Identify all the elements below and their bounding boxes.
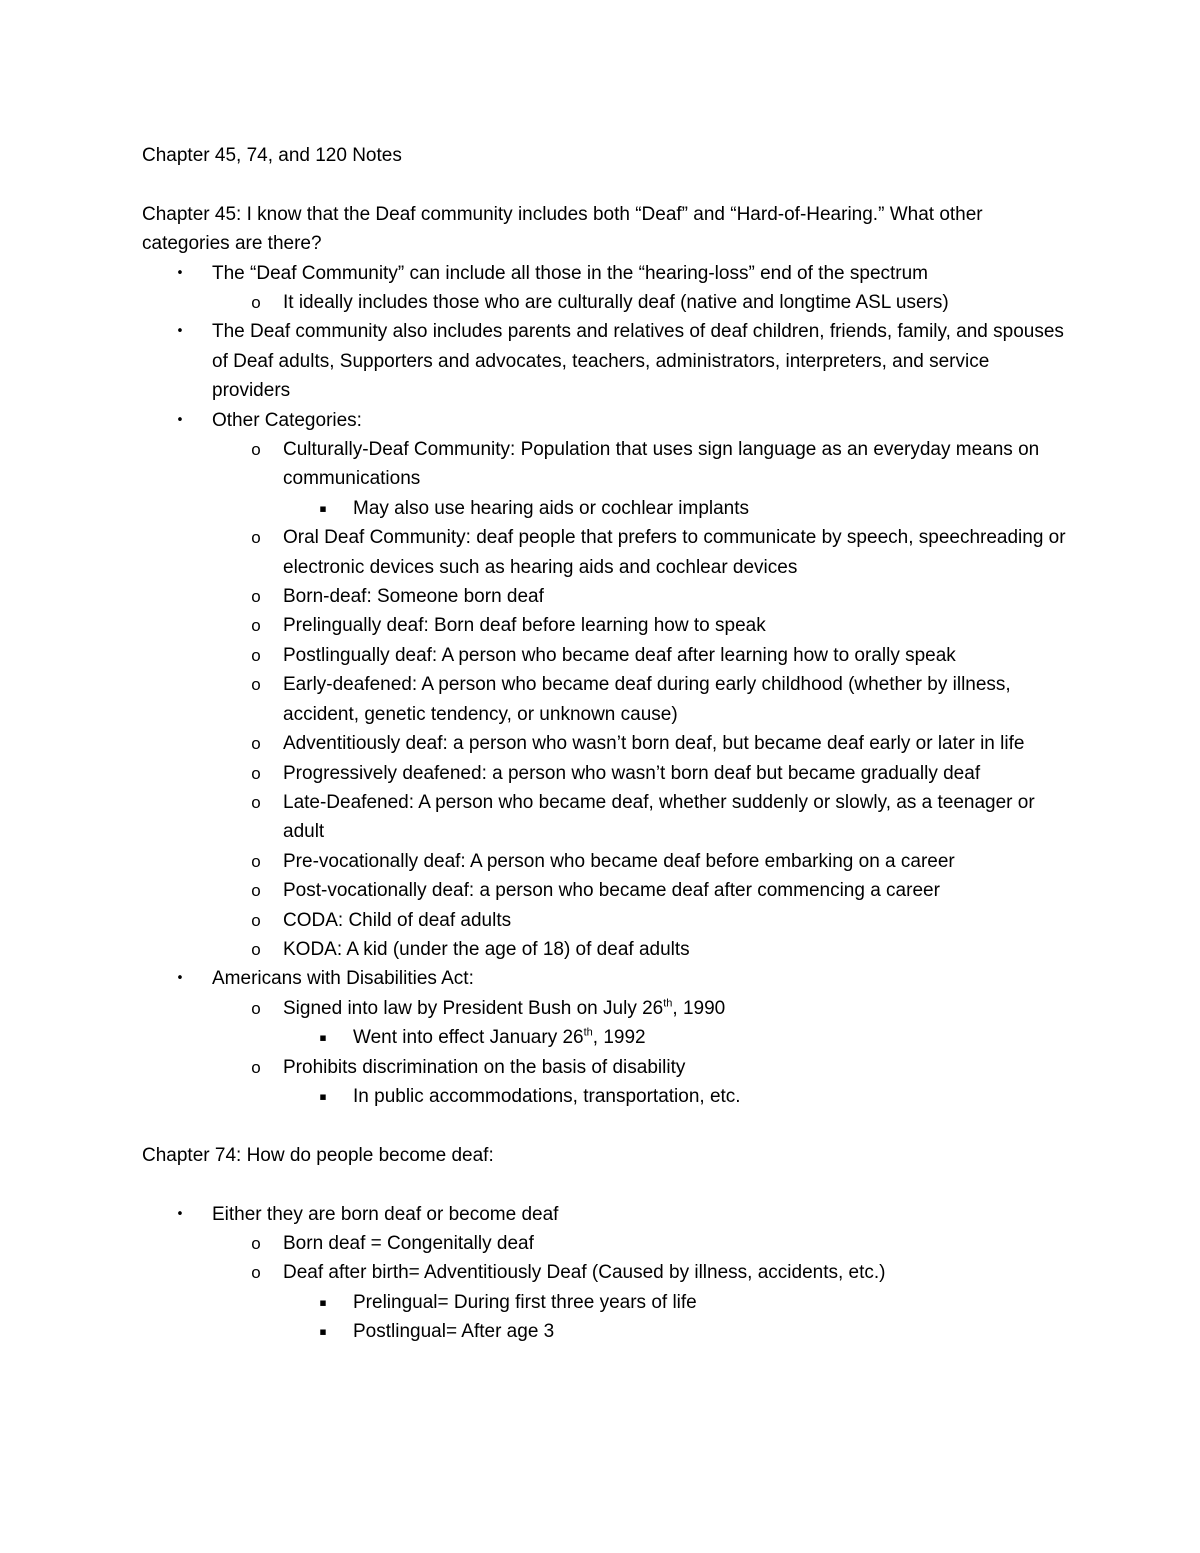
circle-bullet-icon: o: [251, 1233, 261, 1253]
list-item: [142, 1200, 1072, 1347]
list-item: [283, 1082, 1072, 1111]
list-item-text: Early-deafened: A person who became deaf during early childhood (whether by illness, accident, genetic tendency, or unknown cause): [283, 674, 1011, 725]
list-item-text: [353, 1027, 646, 1048]
sublist: [283, 494, 1072, 523]
circle-bullet-icon: o: [251, 616, 261, 636]
list-item-text: [283, 998, 725, 1019]
list-item: [212, 1258, 1072, 1346]
list-item-text: The Deaf community also includes parents and relatives of deaf children, friends, family, and spouses of Deaf adults, Supporters and advocates, teachers, administrators, interpreters, and service providers: [212, 321, 1064, 402]
list-item-text: Adventitiously deaf: a person who wasn’t born deaf, but became deaf early or later in life: [283, 733, 1025, 755]
sublist: [212, 288, 1072, 317]
circle-bullet-icon: o: [251, 1057, 261, 1077]
bullet-icon: •: [176, 412, 184, 428]
square-bullet-icon: ▪: [319, 501, 327, 515]
text-part: , 1992: [592, 1027, 646, 1049]
square-bullet-icon: ▪: [319, 1089, 327, 1103]
circle-bullet-icon: o: [251, 910, 261, 930]
list-item-text: CODA: Child of deaf adults: [283, 909, 512, 931]
list-item-text: Progressively deafened: a person who wasn’t born deaf but became gradually deaf: [283, 762, 981, 784]
list-item: [212, 729, 1072, 758]
list-item: [212, 670, 1072, 729]
circle-bullet-icon: o: [251, 734, 261, 754]
list-item-text: Either they are born deaf or become deaf: [212, 1203, 559, 1225]
circle-bullet-icon: o: [251, 293, 261, 313]
chapter-45-list: [142, 259, 1072, 1112]
text-part: , 1990: [672, 997, 726, 1019]
square-bullet-icon: ▪: [319, 1295, 327, 1309]
ada-list: [212, 994, 1072, 1112]
square-bullet-icon: ▪: [319, 1325, 327, 1339]
list-item-text: Prohibits discrimination on the basis of disability: [283, 1056, 686, 1078]
chapter-74-heading: Chapter 74: How do people become deaf:: [142, 1144, 494, 1166]
list-item: [212, 523, 1072, 582]
sublist: [283, 1023, 1072, 1052]
list-item-text: KODA: A kid (under the age of 18) of deaf adults: [283, 938, 690, 960]
list-item-text: In public accommodations, transportation, etc.: [353, 1085, 741, 1107]
list-item: [212, 1229, 1072, 1258]
list-item: [212, 876, 1072, 905]
list-item: [212, 994, 1072, 1053]
list-item: [212, 759, 1072, 788]
square-bullet-icon: ▪: [319, 1031, 327, 1045]
list-item-text: Americans with Disabilities Act:: [212, 968, 474, 990]
paragraph-spacer: [142, 1111, 1072, 1140]
list-item: [212, 906, 1072, 935]
list-item-text: Prelingually deaf: Born deaf before learning how to speak: [283, 615, 766, 637]
sublist: [212, 1229, 1072, 1347]
circle-bullet-icon: o: [251, 881, 261, 901]
list-item-text: Postlingually deaf: A person who became deaf after learning how to orally speak: [283, 644, 956, 666]
circle-bullet-icon: o: [251, 763, 261, 783]
chapter-45-heading: Chapter 45: I know that the Deaf community includes both “Deaf” and “Hard-of-Hearing.” What other categories are there?: [142, 203, 983, 255]
circle-bullet-icon: o: [251, 675, 261, 695]
list-item: [212, 582, 1072, 611]
list-item-text: The “Deaf Community” can include all those in the “hearing-loss” end of the spectrum: [212, 262, 929, 284]
bullet-icon: •: [176, 324, 184, 340]
list-item-text: Born deaf = Congenitally deaf: [283, 1232, 534, 1254]
document-title: Chapter 45, 74, and 120 Notes: [142, 145, 402, 166]
sublist: [283, 1288, 1072, 1347]
list-item: [212, 788, 1072, 847]
categories-list: [212, 435, 1072, 964]
list-item: [283, 1288, 1072, 1317]
text-part: Went into effect January 26: [353, 1027, 584, 1049]
list-item: [142, 317, 1072, 405]
list-item: [212, 288, 1072, 317]
circle-bullet-icon: o: [251, 587, 261, 607]
circle-bullet-icon: o: [251, 998, 261, 1018]
text-part: Signed into law by President Bush on July 26: [283, 997, 664, 1019]
circle-bullet-icon: o: [251, 528, 261, 548]
list-item: [212, 435, 1072, 523]
bullet-icon: •: [176, 971, 184, 987]
list-item: [212, 935, 1072, 964]
list-item: [212, 611, 1072, 640]
ordinal-suffix: th: [663, 997, 673, 1010]
list-item: [283, 494, 1072, 523]
circle-bullet-icon: o: [251, 939, 261, 959]
circle-bullet-icon: o: [251, 851, 261, 871]
list-item: [212, 1053, 1072, 1112]
circle-bullet-icon: o: [251, 792, 261, 812]
list-item-text: Post-vocationally deaf: a person who became deaf after commencing a career: [283, 880, 940, 902]
circle-bullet-icon: o: [251, 645, 261, 665]
list-item-text: Culturally-Deaf Community: Population that uses sign language as an everyday means on communications: [283, 439, 1040, 490]
list-item-text: Deaf after birth= Adventitiously Deaf (Caused by illness, accidents, etc.): [283, 1262, 886, 1284]
chapter-74-list: [142, 1200, 1072, 1347]
list-item: [142, 406, 1072, 965]
list-item: [142, 964, 1072, 1111]
list-item-text: Born-deaf: Someone born deaf: [283, 586, 544, 608]
list-item-text: Other Categories:: [212, 409, 362, 431]
list-item-text: Prelingual= During first three years of life: [353, 1291, 697, 1313]
ordinal-suffix: th: [583, 1026, 593, 1039]
list-item: [283, 1023, 1072, 1052]
list-item: [212, 641, 1072, 670]
bullet-icon: •: [176, 265, 184, 281]
list-item-text: Postlingual= After age 3: [353, 1321, 555, 1343]
bullet-icon: •: [176, 1206, 184, 1222]
list-item: [283, 1317, 1072, 1346]
list-item: [142, 259, 1072, 318]
document-body: [142, 141, 1072, 1347]
list-item-text: Oral Deaf Community: deaf people that prefers to communicate by speech, speechreading or electronic devices such as hearing aids and cochlear devices: [283, 527, 1066, 578]
paragraph-spacer: [142, 1170, 1072, 1199]
list-item-text: May also use hearing aids or cochlear implants: [353, 497, 750, 519]
list-item-text: It ideally includes those who are culturally deaf (native and longtime ASL users): [283, 292, 949, 314]
sublist: [283, 1082, 1072, 1111]
circle-bullet-icon: o: [251, 1263, 261, 1283]
list-item-text: Pre-vocationally deaf: A person who became deaf before embarking on a career: [283, 850, 955, 872]
circle-bullet-icon: o: [251, 440, 261, 460]
list-item: [212, 847, 1072, 876]
list-item-text: Late-Deafened: A person who became deaf, whether suddenly or slowly, as a teenager or adult: [283, 791, 1035, 843]
